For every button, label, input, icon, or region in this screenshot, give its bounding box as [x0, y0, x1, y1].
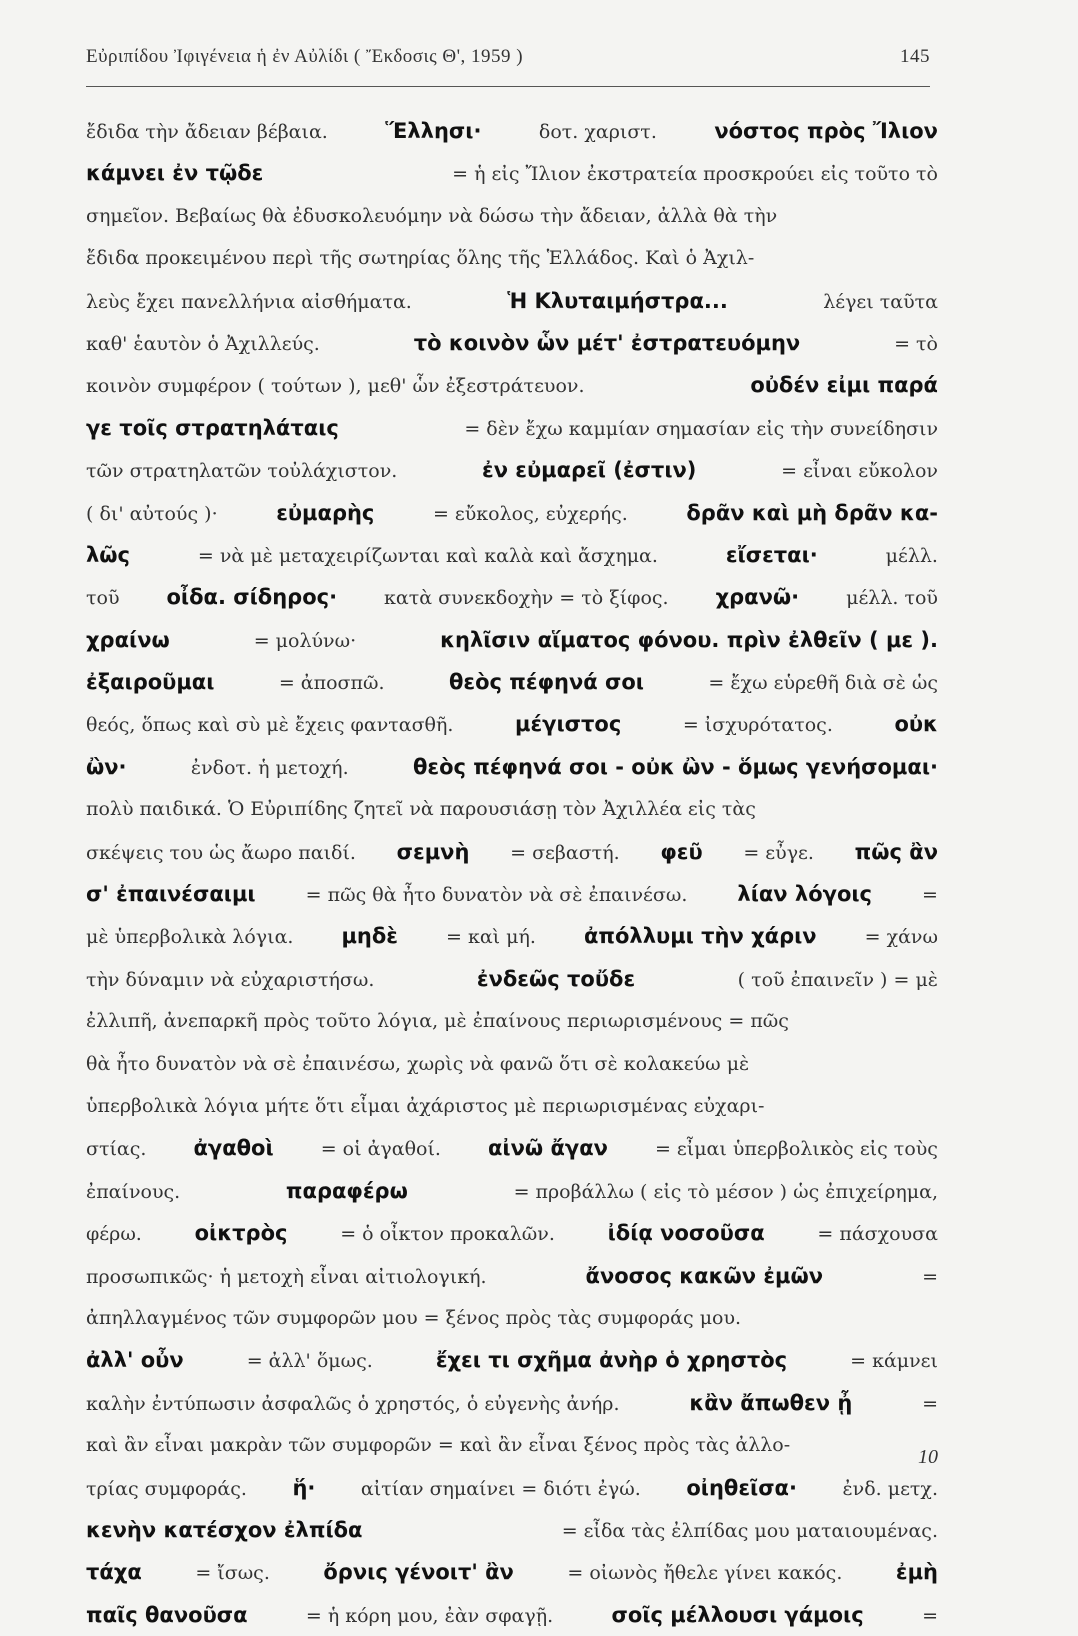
gloss-text: = ἰσχυρότατος.: [682, 714, 833, 737]
lemma-bold: χρανῶ·: [715, 585, 800, 610]
gloss-text: σκέψεις του ὡς ἄωρο παιδί.: [86, 841, 356, 864]
lemma-bold: δρᾶν καὶ μὴ δρᾶν κα-: [686, 500, 938, 525]
running-title: Εὐριπίδου Ἰφιγένεια ἡ ἐν Αὐλίδι ( Ἔκδοσις Θ', 1959 ): [86, 46, 524, 67]
gloss-text: λεὺς ἔχει πανελλήνια αἰσθήματα.: [86, 290, 412, 313]
text-line: [86, 661, 938, 703]
gloss-text: μὲ ὑπερβολικὰ λόγια.: [86, 926, 294, 949]
gloss-text: σημεῖον. Βεβαίως θὰ ἐδυσκολευόμην νὰ δώσω τὴν ἄδειαν, ἀλλὰ θὰ τὴν: [86, 204, 778, 227]
text-line: [86, 1509, 938, 1551]
gloss-text: καλὴν ἐντύπωσιν ἀσφαλῶς ὁ χρηστός, ὁ εὐγενὴς ἀνήρ.: [86, 1392, 620, 1415]
text-line: [86, 619, 938, 661]
lemma-bold: σοῖς μέλλουσι γάμοις: [611, 1602, 864, 1627]
lemma-bold: κηλῖσιν αἵματος φόνου. πρὶν ἐλθεῖν ( με ).: [440, 627, 938, 652]
text-line: [86, 534, 938, 576]
gloss-text: = σεβαστή.: [510, 841, 620, 864]
lemma-bold: τὸ κοινὸν ὧν μέτ' ἐστρατευόμην: [413, 330, 801, 355]
gloss-text: ἐνδ. μετχ.: [842, 1477, 938, 1500]
gloss-text: = εἶμαι ὑπερβολικὸς εἰς τοὺς: [654, 1138, 938, 1161]
gloss-text: μέλλ. τοῦ: [846, 587, 938, 610]
lemma-bold: Ἡ Κλυταιμήστρα...: [507, 288, 728, 313]
gloss-text: ὑπερβολικὰ λόγια μήτε ὅτι εἶμαι ἀχάριστος μὲ περιωρισμένας εὐχαρι-: [86, 1094, 765, 1117]
text-line: [86, 915, 938, 957]
text-line: [86, 1339, 938, 1381]
lemma-bold: οὐκ: [894, 712, 938, 737]
text-line: [86, 958, 938, 1000]
commentary-text: [86, 110, 938, 1636]
lemma-bold: ἰδίᾳ νοσοῦσα: [607, 1221, 765, 1246]
lemma-bold: Ἕλλησι·: [385, 119, 482, 143]
gloss-text: τρίας συμφοράς.: [86, 1477, 247, 1500]
lemma-bold: χραίνω: [86, 627, 170, 652]
gloss-text: =: [922, 1604, 938, 1627]
lemma-bold: παραφέρω: [285, 1178, 408, 1203]
gloss-text: δοτ. χαριστ.: [538, 121, 657, 143]
gloss-text: ἐλλιπῆ, ἀνεπαρκῆ πρὸς τοῦτο λόγια, μὲ ἐπαίνους περιωρισμένους = πῶς: [86, 1010, 789, 1033]
gloss-text: τῶν στρατηλατῶν τοὐλάχιστον.: [86, 460, 398, 483]
gloss-text: = νὰ μὲ μεταχειρίζωνται καὶ καλὰ καὶ ἄσχημα.: [197, 544, 658, 567]
lemma-bold: ὄρνις γένοιτ' ἂν: [323, 1560, 514, 1585]
gloss-text: ἀπηλλαγμένος τῶν συμφορῶν μου = ξένος πρὸς τὰς συμφοράς μου.: [86, 1306, 742, 1329]
text-line: [86, 280, 938, 322]
gloss-text: φέρω.: [86, 1223, 142, 1246]
gloss-text: = καὶ μή.: [446, 926, 536, 949]
lemma-bold: λίαν λόγοις: [737, 882, 872, 907]
lemma-bold: ὢν·: [86, 754, 127, 779]
gloss-text: ἔδιδα προκειμένου περὶ τῆς σωτηρίας ὅλης τῆς Ἑλλάδος. Καὶ ὁ Ἀχιλ-: [86, 247, 755, 270]
lemma-bold: ἐνδεῶς τοὔδε: [476, 966, 636, 991]
gloss-text: πολὺ παιδικά. Ὁ Εὐριπίδης ζητεῖ νὰ παρουσιάσῃ τὸν Ἀχιλλέα εἰς τὰς: [86, 798, 756, 821]
gloss-text: = ἡ κόρη μου, ἐὰν σφαγῇ.: [305, 1604, 554, 1627]
text-line: [86, 449, 938, 491]
gloss-text: ( δι' αὐτούς )·: [86, 502, 218, 525]
text-line: [86, 703, 938, 745]
lemma-bold: ἀλλ' οὖν: [86, 1348, 184, 1373]
lemma-bold: οἰκτρὸς: [194, 1221, 288, 1246]
lemma-bold: γε τοῖς στρατηλάταις: [86, 415, 339, 440]
gloss-text: καθ' ἑαυτὸν ὁ Ἀχιλλεύς.: [86, 332, 320, 355]
gloss-text: = ἴσως.: [195, 1562, 270, 1585]
text-line: [86, 152, 938, 194]
gloss-text: μέλλ.: [885, 544, 938, 567]
text-line: [86, 1170, 938, 1212]
lemma-bold: ἀπόλλυμι τὴν χάριν: [583, 924, 817, 949]
gloss-text: λέγει ταῦτα: [823, 290, 938, 313]
text-line: [86, 322, 938, 364]
text-line: [86, 746, 938, 788]
page-number: 145: [900, 46, 930, 67]
lemma-bold: τάχα: [86, 1560, 142, 1585]
text-line: [86, 1424, 938, 1466]
lemma-bold: σ' ἐπαινέσαιμι: [86, 882, 256, 907]
text-line: [86, 1043, 938, 1085]
gloss-text: = πάσχουσα: [817, 1223, 938, 1246]
lemma-bold: σεμνὴ: [396, 839, 470, 864]
gloss-text: ( τοῦ ἐπαινεῖν ) = μὲ: [737, 968, 938, 991]
lemma-bold: ἐν εὐμαρεῖ (ἐστιν): [482, 458, 697, 483]
text-line: [86, 576, 938, 618]
gloss-text: = ἔχω εὑρεθῆ διὰ σὲ ὡς: [708, 672, 938, 695]
gloss-text: =: [922, 884, 938, 907]
lemma-bold: ἥ·: [292, 1475, 316, 1500]
gloss-text: = εὖγε.: [743, 841, 814, 864]
gloss-text: = ἀλλ' ὅμως.: [246, 1350, 373, 1373]
gloss-text: = εὔκολος, εὐχερής.: [432, 502, 628, 525]
gloss-text: =: [922, 1265, 938, 1288]
text-line: [86, 364, 938, 406]
text-line: [86, 1255, 938, 1297]
gloss-text: ἔδιδα τὴν ἄδειαν βέβαια.: [86, 121, 328, 143]
lemma-bold: αἰνῶ ἄγαν: [487, 1136, 608, 1161]
gloss-text: = κάμνει: [850, 1350, 938, 1373]
gloss-text: = πῶς θὰ ἦτο δυνατὸν νὰ σὲ ἐπαινέσω.: [305, 884, 688, 907]
text-line: [86, 1127, 938, 1169]
text-line: [86, 873, 938, 915]
lemma-bold: ἐξαιροῦμαι: [86, 670, 215, 695]
text-line: [86, 195, 938, 237]
gloss-text: =: [922, 1392, 938, 1415]
page-header: [86, 46, 930, 68]
gloss-text: = χάνω: [864, 926, 938, 949]
text-line: [86, 110, 938, 152]
lemma-bold: οἶδα. σίδηρος·: [166, 585, 338, 610]
lemma-bold: οἰηθεῖσα·: [686, 1475, 797, 1500]
gloss-text: = ἀποσπῶ.: [278, 672, 385, 695]
lemma-bold: ἔχει τι σχῆμα ἀνὴρ ὁ χρηστὸς: [435, 1348, 788, 1373]
lemma-bold: κάμνει ἐν τῷδε: [86, 161, 264, 186]
lemma-bold: οὐδέν εἰμι παρά: [750, 373, 938, 398]
gloss-text: = οἰωνὸς ἤθελε γίνει κακός.: [567, 1562, 843, 1585]
lemma-bold: πῶς ἂν: [854, 839, 938, 864]
gloss-text: = δὲν ἔχω καμμίαν σημασίαν εἰς τὴν συνείδησιν: [464, 417, 938, 440]
signature-mark: 10: [918, 1446, 938, 1468]
text-line: [86, 492, 938, 534]
gloss-text: = ὁ οἶκτον προκαλῶν.: [340, 1223, 555, 1246]
gloss-text: = εἶναι εὔκολον: [781, 460, 938, 483]
text-line: [86, 237, 938, 279]
lemma-bold: εἴσεται·: [725, 542, 818, 567]
gloss-text: στίας.: [86, 1138, 147, 1161]
text-line: [86, 1212, 938, 1254]
lemma-bold: κενὴν κατέσχον ἐλπίδα: [86, 1517, 363, 1542]
lemma-bold: ἀγαθοὶ: [193, 1136, 274, 1161]
lemma-bold: παῖς θανοῦσα: [86, 1602, 248, 1627]
lemma-bold: ἄνοσος κακῶν ἐμῶν: [585, 1263, 824, 1288]
gloss-text: προσωπικῶς· ἡ μετοχὴ εἶναι αἰτιολογική.: [86, 1265, 487, 1288]
text-line: [86, 1297, 938, 1339]
lemma-bold: κἂν ἄπωθεν ᾖ: [689, 1390, 853, 1415]
text-line: [86, 1467, 938, 1509]
text-line: [86, 831, 938, 873]
text-line: [86, 1594, 938, 1636]
text-line: [86, 1085, 938, 1127]
gloss-text: ἐνδοτ. ἡ μετοχή.: [190, 756, 349, 779]
text-line: [86, 407, 938, 449]
gloss-text: τοῦ: [86, 587, 120, 610]
header-rule: [86, 86, 930, 87]
text-line: [86, 788, 938, 830]
lemma-bold: εὐμαρὴς: [276, 500, 375, 525]
text-line: [86, 1000, 938, 1042]
gloss-text: τὴν δύναμιν νὰ εὐχαριστήσω.: [86, 968, 375, 991]
gloss-text: κοινὸν συμφέρον ( τούτων ), μεθ' ὧν ἐξεστράτευον.: [86, 375, 585, 398]
lemma-bold: νόστος πρὸς Ἴλιον: [714, 119, 938, 143]
gloss-text: θεός, ὅπως καὶ σὺ μὲ ἔχεις φαντασθῆ.: [86, 714, 454, 737]
lemma-bold: μηδὲ: [341, 924, 398, 949]
text-line: [86, 1382, 938, 1424]
lemma-bold: μέγιστος: [515, 712, 622, 737]
gloss-text: = εἶδα τὰς ἐλπίδας μου ματαιουμένας.: [561, 1519, 938, 1542]
gloss-text: καὶ ἂν εἶναι μακρὰν τῶν συμφορῶν = καὶ ἂν εἶναι ξένος πρὸς τὰς ἀλλο-: [86, 1434, 791, 1457]
gloss-text: θὰ ἦτο δυνατὸν νὰ σὲ ἐπαινέσω, χωρὶς νὰ φανῶ ὅτι σὲ κολακεύω μὲ: [86, 1052, 750, 1075]
lemma-bold: λῶς: [86, 542, 130, 567]
gloss-text: = τὸ: [894, 332, 938, 355]
gloss-text: κατὰ συνεκδοχὴν = τὸ ξίφος.: [384, 587, 669, 610]
gloss-text: = ἡ εἰς Ἴλιον ἐκστρατεία προσκρούει εἰς τοῦτο τὸ: [452, 163, 938, 186]
lemma-bold: θεὸς πέφηνά σοι: [448, 670, 644, 695]
text-line: [86, 1551, 938, 1593]
gloss-text: = οἱ ἀγαθοί.: [320, 1138, 441, 1161]
gloss-text: αἰτίαν σημαίνει = διότι ἐγώ.: [360, 1477, 641, 1500]
lemma-bold: ἐμὴ: [895, 1560, 938, 1585]
gloss-text: ἐπαίνους.: [86, 1180, 181, 1203]
gloss-text: = προβάλλω ( εἰς τὸ μέσον ) ὡς ἐπιχείρημα,: [513, 1180, 938, 1203]
lemma-bold: θεὸς πέφηνά σοι - οὐκ ὢν - ὅμως γενήσομαι·: [412, 754, 938, 779]
lemma-bold: φεῦ: [660, 839, 703, 864]
gloss-text: = μολύνω·: [253, 629, 357, 652]
